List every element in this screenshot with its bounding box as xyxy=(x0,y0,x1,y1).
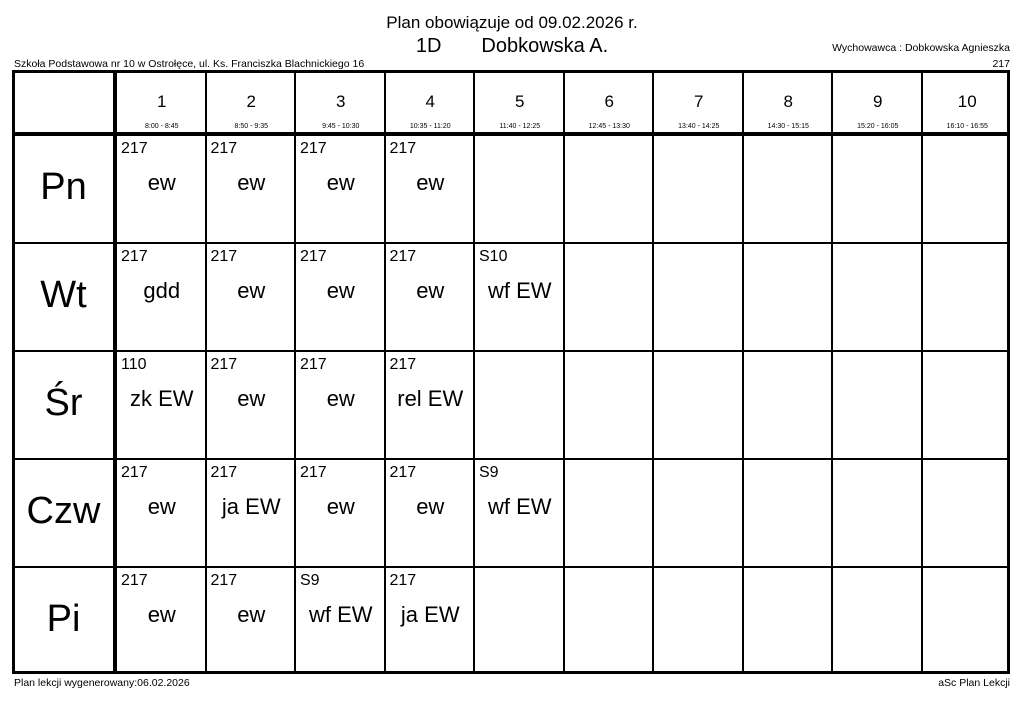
lesson-cell[interactable] xyxy=(296,136,386,244)
lesson-subject: ew xyxy=(237,278,266,303)
lesson-cell[interactable] xyxy=(207,352,297,460)
lesson-cell[interactable] xyxy=(296,244,386,352)
lesson-cell[interactable] xyxy=(207,244,297,352)
lesson-room: S9 xyxy=(300,572,320,589)
day-label: Wt xyxy=(40,274,87,316)
lesson-cell[interactable] xyxy=(207,136,297,244)
lesson-subject: ew xyxy=(237,386,266,411)
teacher-name: Dobkowska A. xyxy=(481,35,609,57)
lesson-subject: ew xyxy=(326,494,355,519)
column-line xyxy=(921,70,923,674)
lesson-subject: ew xyxy=(326,278,355,303)
period-time: 11:40 - 12:25 xyxy=(499,123,541,130)
period-header xyxy=(386,72,476,130)
timetable-grid xyxy=(12,70,1010,674)
column-line xyxy=(742,70,744,674)
lesson-cell[interactable] xyxy=(475,244,565,352)
lesson-subject: zk EW xyxy=(129,386,194,411)
period-header xyxy=(833,72,923,130)
lesson-subject: wf EW xyxy=(487,278,552,303)
period-time: 16:10 - 16:55 xyxy=(946,123,988,130)
generated-date: Plan lekcji wygenerowany:06.02.2026 xyxy=(14,677,190,689)
lesson-cell[interactable] xyxy=(117,568,207,676)
lesson-cell[interactable] xyxy=(207,460,297,568)
lesson-subject: ja EW xyxy=(400,602,460,627)
lesson-cell[interactable] xyxy=(386,568,476,676)
period-number: 1 xyxy=(157,92,167,111)
lesson-subject: gdd xyxy=(143,278,181,303)
page-title: Plan obowiązuje od 09.02.2026 r. xyxy=(386,13,638,32)
grid-border-right xyxy=(1007,70,1010,674)
lesson-cell[interactable] xyxy=(117,244,207,352)
period-time: 12:45 - 13:30 xyxy=(588,123,630,130)
lesson-subject: ew xyxy=(237,170,266,195)
lesson-subject: ja EW xyxy=(221,494,281,519)
period-header xyxy=(654,72,744,130)
day-label: Śr xyxy=(44,382,83,424)
period-time: 8:00 - 8:45 xyxy=(145,123,179,130)
lesson-cell[interactable] xyxy=(207,568,297,676)
period-number: 6 xyxy=(604,92,614,111)
period-header xyxy=(475,72,565,130)
lesson-room: 217 xyxy=(210,572,238,589)
class-name: 1D xyxy=(415,35,442,57)
column-line xyxy=(831,70,833,674)
lesson-cell[interactable] xyxy=(296,352,386,460)
period-number: 9 xyxy=(873,92,883,111)
lesson-room: 217 xyxy=(210,248,238,265)
period-time: 13:40 - 14:25 xyxy=(678,123,720,130)
lesson-room: 217 xyxy=(389,464,417,481)
lesson-room: 217 xyxy=(121,140,148,157)
school-name: Szkoła Podstawowa nr 10 w Ostrołęce, ul. Ks. Franciszka Blachnickiego 16 xyxy=(14,58,365,70)
lesson-room: 217 xyxy=(121,248,148,265)
period-time: 8:50 - 9:35 xyxy=(234,123,268,130)
period-time: 14:30 - 15:15 xyxy=(767,123,809,130)
period-time: 15:20 - 16:05 xyxy=(857,123,899,130)
lesson-cell[interactable] xyxy=(475,460,565,568)
period-header xyxy=(117,72,207,130)
lesson-subject: wf EW xyxy=(308,602,373,627)
lesson-room: 217 xyxy=(300,356,327,373)
grid-border-left xyxy=(12,70,15,674)
day-label: Pi xyxy=(46,598,81,640)
lesson-cell[interactable] xyxy=(386,460,476,568)
lesson-room: 217 xyxy=(210,356,238,373)
period-time: 10:35 - 11:20 xyxy=(409,123,451,130)
lesson-room: 217 xyxy=(121,464,148,481)
period-time: 9:45 - 10:30 xyxy=(322,123,360,130)
period-number: 7 xyxy=(694,92,704,111)
lesson-subject: ew xyxy=(147,602,176,627)
lesson-cell[interactable] xyxy=(386,136,476,244)
lesson-subject: ew xyxy=(416,494,445,519)
lesson-room: 217 xyxy=(389,356,417,373)
lesson-subject: ew xyxy=(237,602,266,627)
lesson-cell[interactable] xyxy=(386,244,476,352)
lesson-subject: rel EW xyxy=(397,386,464,411)
lesson-room: 217 xyxy=(389,572,417,589)
period-number: 2 xyxy=(246,92,256,111)
lesson-room: 217 xyxy=(210,140,238,157)
period-number: 5 xyxy=(515,92,525,111)
period-header xyxy=(744,72,834,130)
lesson-room: 217 xyxy=(210,464,238,481)
lesson-room: 217 xyxy=(300,248,327,265)
tutor-label: Wychowawca : Dobkowska Agnieszka xyxy=(832,42,1010,54)
period-header xyxy=(923,72,1013,130)
lesson-room: 217 xyxy=(389,140,417,157)
period-header xyxy=(565,72,655,130)
period-number: 10 xyxy=(957,92,977,111)
lesson-subject: wf EW xyxy=(487,494,552,519)
column-line xyxy=(652,70,654,674)
lesson-cell[interactable] xyxy=(117,352,207,460)
period-number: 8 xyxy=(783,92,793,111)
app-name: aSc Plan Lekcji xyxy=(938,677,1010,689)
lesson-room: 217 xyxy=(300,464,327,481)
lesson-subject: ew xyxy=(326,386,355,411)
lesson-room: S9 xyxy=(479,464,499,481)
day-label: Czw xyxy=(26,490,101,532)
lesson-subject: ew xyxy=(147,494,176,519)
lesson-room: 217 xyxy=(121,572,148,589)
lesson-room: 110 xyxy=(121,356,147,373)
lesson-cell[interactable] xyxy=(296,460,386,568)
lesson-subject: ew xyxy=(147,170,176,195)
lesson-cell[interactable] xyxy=(386,352,476,460)
period-number: 3 xyxy=(336,92,346,111)
lesson-cell[interactable] xyxy=(117,460,207,568)
period-number: 4 xyxy=(425,92,435,111)
day-label: Pn xyxy=(40,166,87,208)
lesson-cell[interactable] xyxy=(117,136,207,244)
lesson-subject: ew xyxy=(416,170,445,195)
period-header xyxy=(296,72,386,130)
period-header xyxy=(207,72,297,130)
column-line xyxy=(563,70,565,674)
lesson-cell[interactable] xyxy=(296,568,386,676)
lesson-room: 217 xyxy=(389,248,417,265)
home-room: 217 xyxy=(992,58,1010,70)
lesson-room: S10 xyxy=(479,248,508,265)
lesson-subject: ew xyxy=(326,170,355,195)
lesson-room: 217 xyxy=(300,140,327,157)
lesson-subject: ew xyxy=(416,278,445,303)
